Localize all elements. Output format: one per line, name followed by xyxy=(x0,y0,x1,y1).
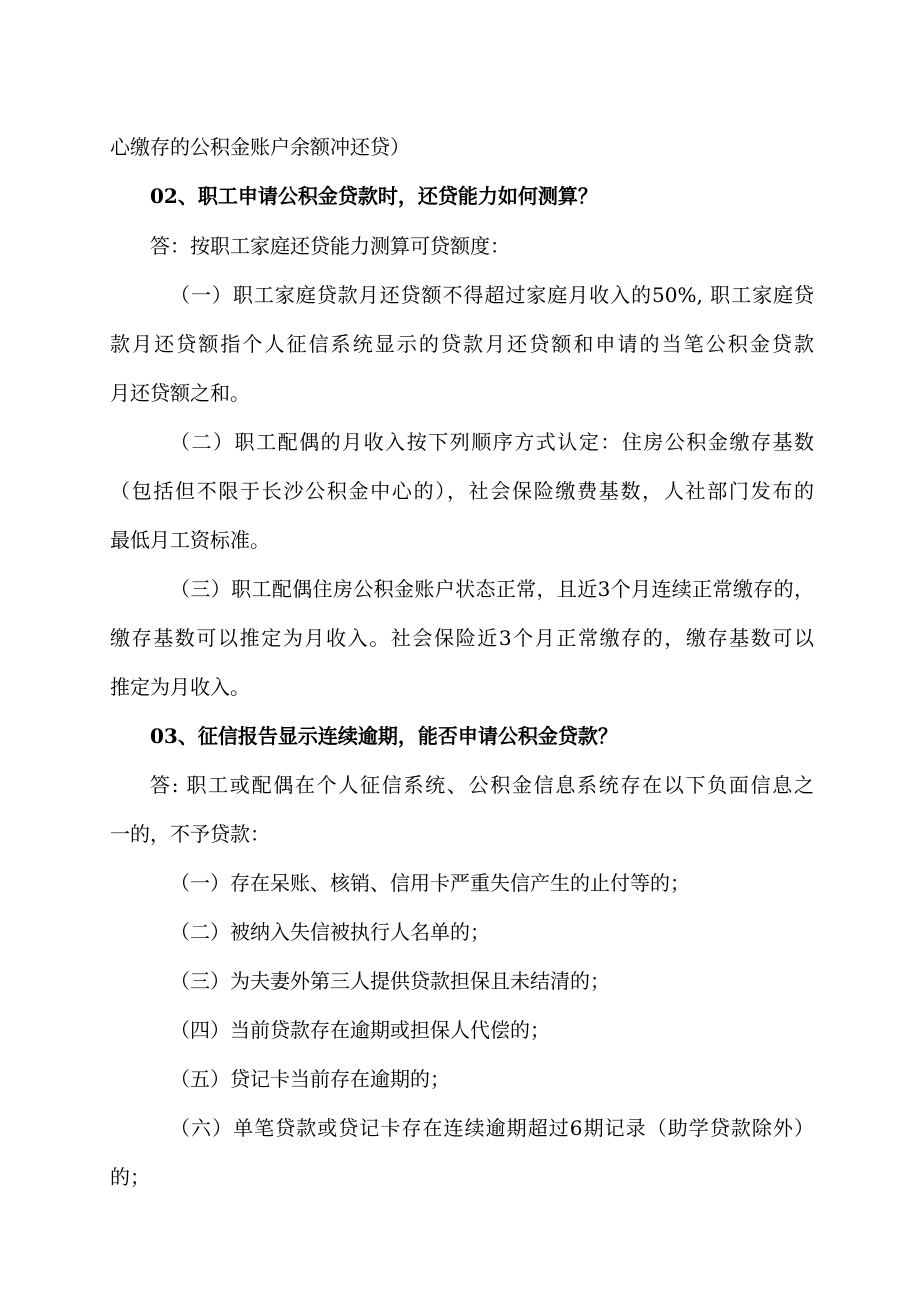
question-03-heading: 03、征信报告显示连续逾期，能否申请公积金贷款？ xyxy=(150,724,618,748)
question-02-heading: 02、职工申请公积金贷款时，还贷能力如何测算？ xyxy=(150,184,598,208)
q03-item4: （四）当前贷款存在逾期或担保人代偿的； xyxy=(170,1018,550,1042)
q02-item2-line3: 最低月工资标准。 xyxy=(110,528,270,552)
q02-item3-line2: 缴存基数可以推定为月收入。社会保险近3个月正常缴存的，缴存基数可以 xyxy=(110,626,814,650)
q03-item2: （二）被纳入失信被执行人名单的； xyxy=(170,920,490,944)
q02-item1-line2: 款月还贷额指个人征信系统显示的贷款月还贷额和申请的当笔公积金贷款 xyxy=(110,332,814,356)
q02-item1-line3: 月还贷额之和。 xyxy=(110,381,250,405)
q02-item2-line2: （包括但不限于长沙公积金中心的），社会保险缴费基数，人社部门发布的 xyxy=(110,479,814,503)
question-02-answer-intro: 答：按职工家庭还贷能力测算可贷额度： xyxy=(150,234,510,258)
q03-answer-line2: 一的，不予贷款： xyxy=(110,822,270,846)
q03-item3: （三）为夫妻外第三人提供贷款担保且未结清的； xyxy=(170,969,610,993)
q02-item2-line1: （二）职工配偶的月收入按下列顺序方式认定：住房公积金缴存基数 xyxy=(170,430,814,454)
q03-answer-line1: 答: 职工或配偶在个人征信系统、公积金信息系统存在以下负面信息之 xyxy=(150,773,814,797)
q03-item1: （一）存在呆账、核销、信用卡严重失信产生的止付等的； xyxy=(170,871,690,895)
q02-item1-line1: （一）职工家庭贷款月还贷额不得超过家庭月收入的50%, 职工家庭贷 xyxy=(170,283,814,307)
q03-item6-line2: 的； xyxy=(110,1165,150,1189)
q02-item3-line3: 推定为月收入。 xyxy=(110,675,250,699)
q03-item5: （五）贷记卡当前存在逾期的； xyxy=(170,1067,450,1091)
q02-item3-line1: （三）职工配偶住房公积金账户状态正常，且近3个月连续正常缴存的， xyxy=(170,577,814,601)
q03-item6-line1: （六）单笔贷款或贷记卡存在连续逾期超过6期记录（助学贷款除外） xyxy=(170,1116,814,1140)
paragraph-continuation: 心缴存的公积金账户余额冲还贷） xyxy=(110,135,410,159)
